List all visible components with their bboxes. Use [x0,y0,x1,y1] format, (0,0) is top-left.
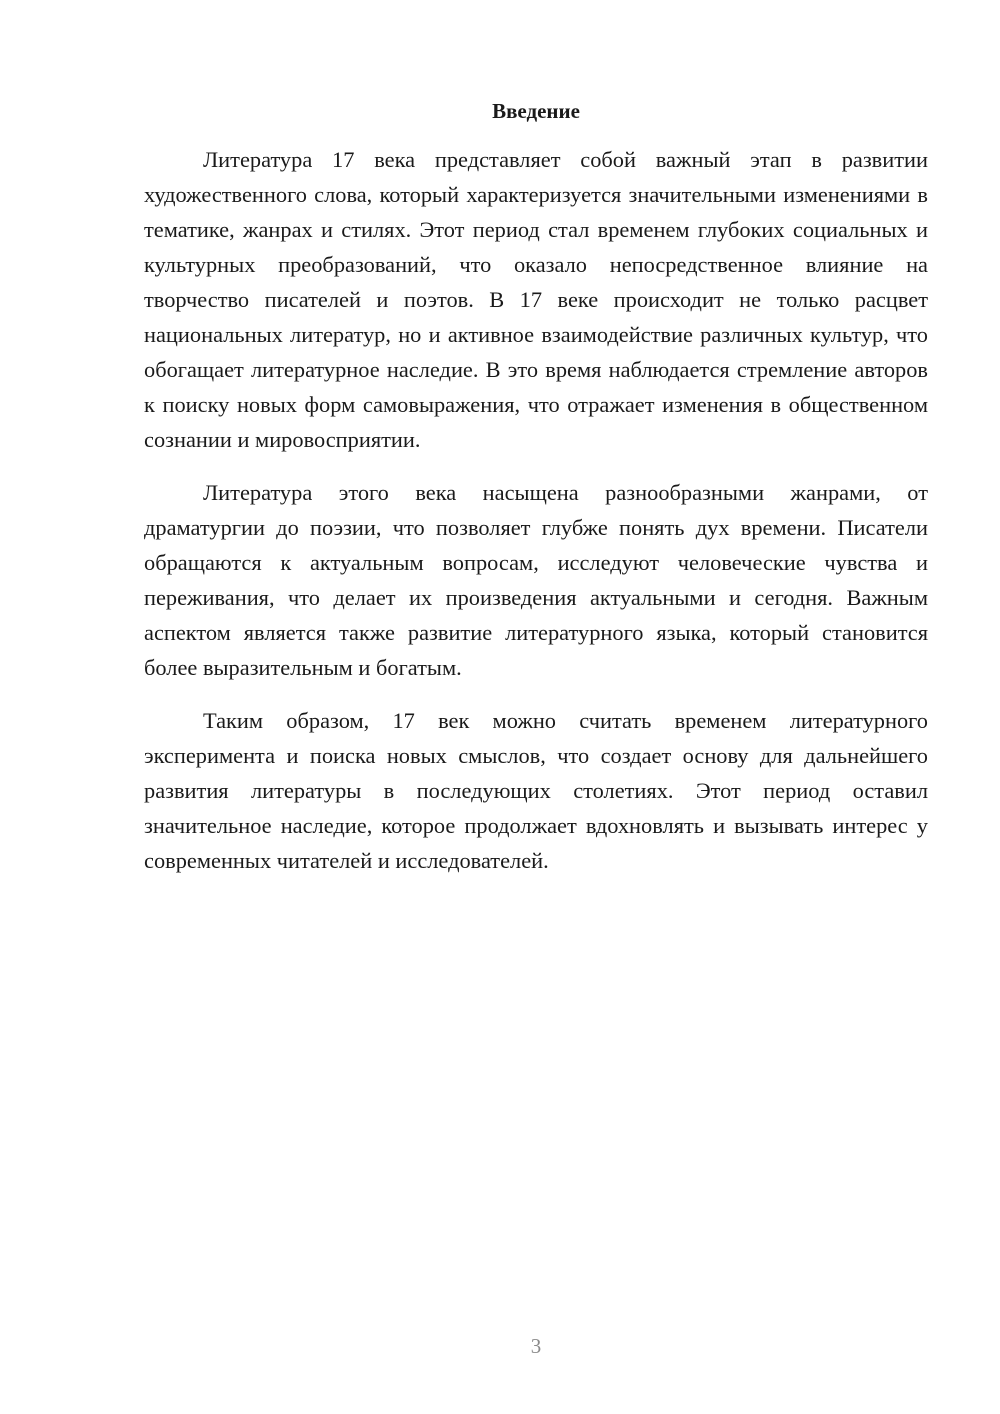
section-heading: Введение [492,99,580,123]
paragraph-2: Литература этого века насыщена разнообразными жанрами, от драматургии до поэзии, что позволяет глубже понять дух времени. Писатели обращаются к актуальным вопросам, исследуют человеческие чувства и переживания, что делает их произведения актуальными и сегодня. Важным аспектом является также развитие литературного языка, который становится более выразительным и богатым. [144,480,928,680]
document-body [144,96,928,896]
page-number: 3 [530,1334,542,1358]
paragraph-1: Литература 17 века представляет собой важный этап в развитии художественного слова, который характеризуется значительными изменениями в тематике, жанрах и стилях. Этот период стал временем глубоких социальных и культурных преобразований, что оказало непосредственное влияние на творчество писателей и поэтов. В 17 веке происходит не только расцвет национальных литератур, но и активное взаимодействие различных культур, что обогащает литературное наследие. В это время наблюдается стремление авторов к поиску новых форм самовыражения, что отражает изменения в общественном сознании и мировосприятии. [144,147,928,452]
paragraph-3: Таким образом, 17 век можно считать временем литературного эксперимента и поиска новых смыслов, что создает основу для дальнейшего развития литературы в последующих столетиях. Этот период оставил значительное наследие, которое продолжает вдохновлять и вызывать интерес у современных читателей и исследователей. [144,708,928,873]
